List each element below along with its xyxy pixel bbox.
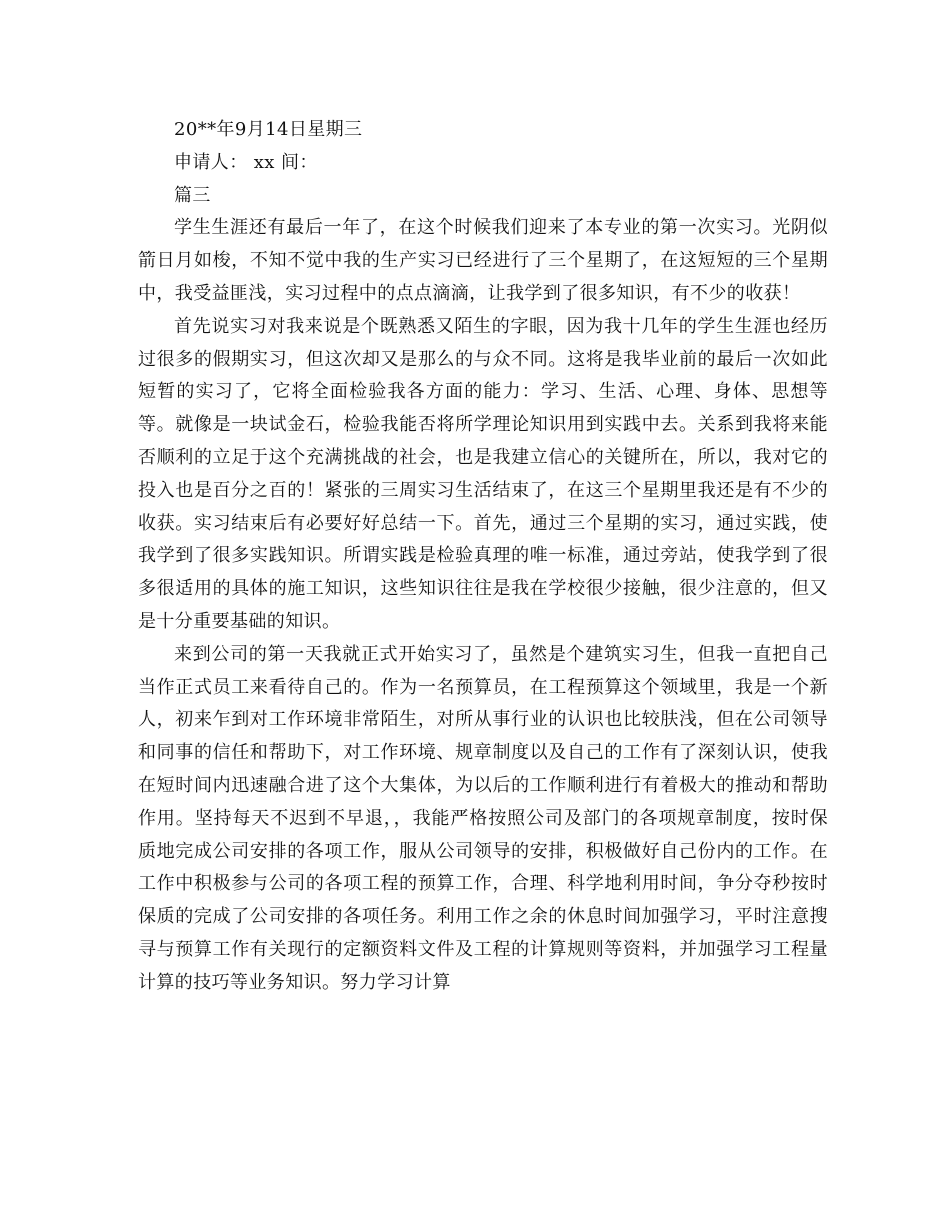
document-body	[138, 114, 828, 1000]
applicant-line: 申请人： xx 间：	[174, 151, 318, 173]
paragraph-internship-meaning: 首先说实习对我来说是个既熟悉又陌生的字眼，因为我十几年的学生生涯也经历过很多的假期实习，但这次却又是那么的与众不同。这将是我毕业前的最后一次如此短暂的实习了，它将全面检验我各方面的能力：学习、生活、心理、身体、思想等等。就像是一块试金石，检验我能否将所学理论知识用到实践中去。关系到我将来能否顺利的立足于这个充满挑战的社会，也是我建立信心的关键所在，所以，我对它的投入也是百分之百的！紧张的三周实习生活结束了，在这三个星期里我还是有不少的收获。实习结束后有必要好好总结一下。首先，通过三个星期的实习，通过实践，使我学到了很多实践知识。所谓实践是检验真理的唯一标准，通过旁站，使我学到了很多很适用的具体的施工知识，这些知识往往是我在学校很少接触，很少注意的，但又是十分重要基础的知识。	[138, 315, 828, 632]
date-line: 20**年9月14日星期三	[174, 119, 363, 140]
section-title: 篇三	[174, 184, 211, 206]
paragraph-intro: 学生生涯还有最后一年了，在这个时候我们迎来了本专业的第一次实习。光阴似箭日月如梭，不知不觉中我的生产实习已经进行了三个星期了，在这短短的三个星期中，我受益匪浅，实习过程中的点点滴滴，让我学到了很多知识，有不少的收获！	[138, 217, 828, 304]
paragraph-company-work: 来到公司的第一天我就正式开始实习了，虽然是个建筑实习生，但我一直把自己当作正式员工来看待自己的。作为一名预算员，在工程预算这个领域里，我是一个新人，初来乍到对工作环境非常陌生，对所从事行业的认识也比较肤浅，但在公司领导和同事的信任和帮助下，对工作环境、规章制度以及自己的工作有了深刻认识，使我在短时间内迅速融合进了这个大集体，为以后的工作顺利进行有着极大的推动和帮助作用。坚持每天不迟到不早退，，我能严格按照公司及部门的各项规章制度，按时保质地完成公司安排的各项工作，服从公司领导的安排，积极做好自己份内的工作。在工作中积极参与公司的各项工程的预算工作，合理、科学地利用时间，争分夺秒按时保质的完成了公司安排的各项任务。利用工作之余的休息时间加强学习，平时注意搜寻与预算工作有关现行的定额资料文件及工程的计算规则等资料，并加强学习工程量计算的技巧等业务知识。努力学习计算	[138, 643, 828, 993]
